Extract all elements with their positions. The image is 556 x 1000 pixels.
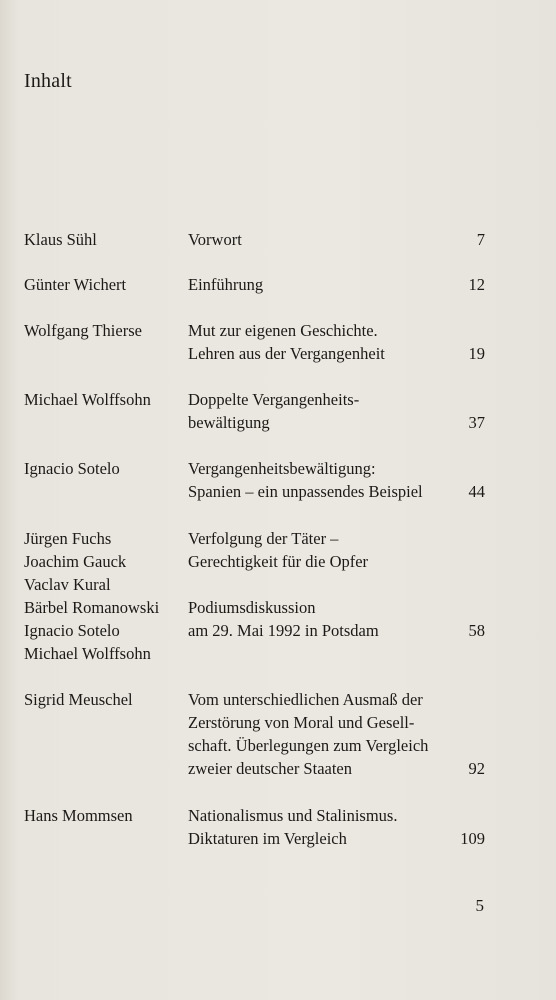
toc-page-number: 7	[476, 230, 485, 249]
toc-title	[188, 804, 468, 850]
toc-title-line: Zerstörung von Moral und Gesell-	[188, 713, 415, 732]
toc-title	[188, 388, 468, 434]
toc-title-line: Spanien – ein unpassendes Beispiel	[188, 482, 423, 501]
toc-author: Ignacio Sotelo	[24, 621, 120, 640]
toc-title-line: Podiumsdiskussion	[188, 598, 316, 617]
page-folio: 5	[475, 896, 484, 915]
toc-title	[188, 457, 468, 503]
toc-title	[188, 273, 468, 296]
toc-page-number: 109	[460, 829, 485, 848]
toc-authors	[24, 273, 184, 296]
toc-page-number: 92	[468, 759, 485, 778]
toc-author: Vaclav Kural	[24, 575, 111, 594]
toc-page-number: 37	[468, 413, 485, 432]
toc-page-number: 19	[468, 344, 485, 363]
toc-title-line: bewältigung	[188, 413, 270, 432]
toc-authors	[24, 228, 184, 251]
toc-title-line: Verfolgung der Täter –	[188, 529, 339, 548]
toc-title	[188, 688, 468, 780]
toc-author: Wolfgang Thierse	[24, 321, 142, 340]
toc-page-number: 58	[468, 621, 485, 640]
toc-page-number: 12	[468, 275, 485, 294]
toc-title-line: Vergangenheitsbewältigung:	[188, 459, 376, 478]
toc-author: Sigrid Meuschel	[24, 690, 133, 709]
toc-authors	[24, 527, 184, 665]
toc-authors	[24, 688, 184, 711]
toc-title-line: Mut zur eigenen Geschichte.	[188, 321, 378, 340]
page-heading: Inhalt	[24, 70, 72, 92]
toc-author: Hans Mommsen	[24, 806, 133, 825]
toc-title-line: schaft. Überlegungen zum Vergleich	[188, 736, 429, 755]
toc-author: Ignacio Sotelo	[24, 459, 120, 478]
toc-page-number: 44	[468, 482, 485, 501]
toc-title	[188, 527, 468, 642]
toc-author: Klaus Sühl	[24, 230, 97, 249]
toc-title-line: am 29. Mai 1992 in Potsdam	[188, 621, 379, 640]
toc-authors	[24, 388, 184, 411]
toc-authors	[24, 457, 184, 480]
toc-title-line: Diktaturen im Vergleich	[188, 829, 347, 848]
toc-title-line: Vom unterschiedlichen Ausmaß der	[188, 690, 423, 709]
toc-title-line: zweier deutscher Staaten	[188, 759, 353, 778]
toc-author: Michael Wolffsohn	[24, 644, 151, 663]
toc-title-line: Einführung	[188, 275, 264, 294]
toc-title	[188, 228, 468, 251]
toc-author: Joachim Gauck	[24, 552, 127, 571]
toc-authors	[24, 804, 184, 827]
toc-title-line: Lehren aus der Vergangenheit	[188, 344, 385, 363]
toc-author: Jürgen Fuchs	[24, 529, 112, 548]
toc-title	[188, 319, 468, 365]
toc-title-line	[188, 573, 468, 596]
toc-author: Bärbel Romanowski	[24, 598, 160, 617]
toc-authors	[24, 319, 184, 342]
toc-author: Günter Wichert	[24, 275, 127, 294]
toc-title-line: Vorwort	[188, 230, 242, 249]
toc-title-line: Nationalismus und Stalinismus.	[188, 806, 398, 825]
toc-title-line: Doppelte Vergangenheits-	[188, 390, 360, 409]
toc-author: Michael Wolffsohn	[24, 390, 151, 409]
toc-title-line: Gerechtigkeit für die Opfer	[188, 552, 369, 571]
